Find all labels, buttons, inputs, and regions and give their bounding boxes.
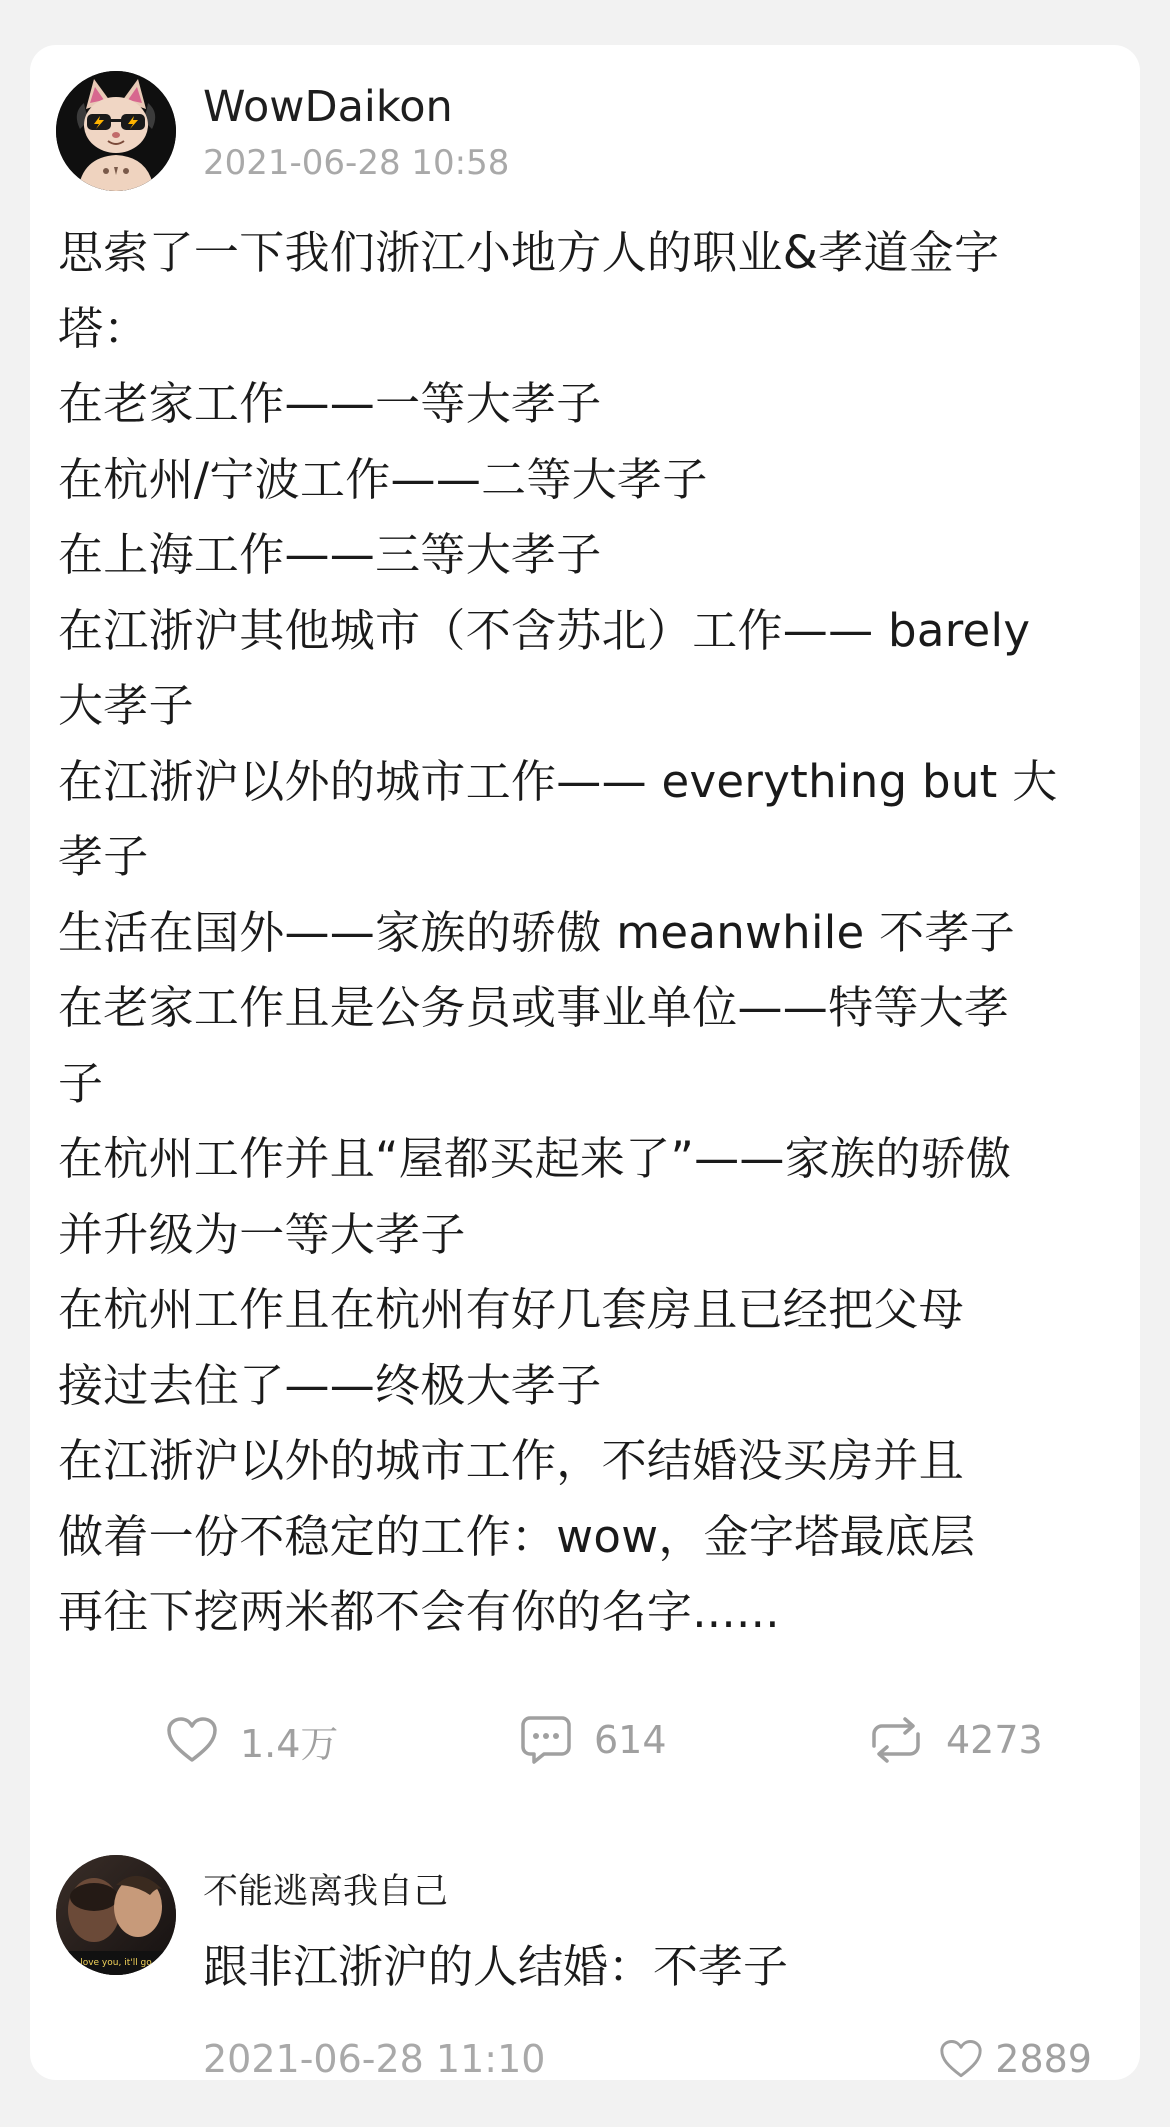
author-avatar[interactable] xyxy=(56,71,176,191)
post-line: 塔： xyxy=(58,301,149,355)
like-button[interactable] xyxy=(166,1705,338,1775)
post-line: 孝子 xyxy=(58,830,149,883)
post-line: 在杭州工作且在杭州有好几套房且已经把父母 xyxy=(58,1283,965,1336)
comment-like-button[interactable] xyxy=(939,2035,1092,2083)
comment-text: 跟非江浙沪的人结婚：不孝子 xyxy=(203,1940,789,1993)
like-count: 1.4万 xyxy=(240,1721,339,1766)
post-line: 再往下挖两米都不会有你的名字...... xyxy=(58,1585,780,1638)
post-line: 做着一份不稳定的工作：wow，金字塔最底层 xyxy=(58,1509,976,1563)
commenter-name[interactable]: 不能逃离我自己 xyxy=(203,1872,449,1912)
post-line: 在江浙沪以外的城市工作，不结婚没买房并且 xyxy=(58,1434,965,1487)
repost-button[interactable] xyxy=(868,1705,1043,1775)
comment-button[interactable] xyxy=(520,1705,667,1775)
comment-bubble-icon xyxy=(520,1715,572,1765)
comment-count: 614 xyxy=(594,1718,667,1762)
post-line: 在杭州/宁波工作——二等大孝子 xyxy=(58,452,708,506)
post-card xyxy=(30,45,1140,2080)
post-line: 并升级为一等大孝子 xyxy=(58,1207,466,1261)
avatar-caption: love you, it'll go xyxy=(80,1958,152,1968)
post-line: 在上海工作——三等大孝子 xyxy=(58,528,602,581)
comment-timestamp: 2021-06-28 11:10 xyxy=(203,2037,546,2081)
author-name[interactable]: WowDaikon xyxy=(203,82,453,132)
post-line: 生活在国外——家族的骄傲 meanwhile 不孝子 xyxy=(58,905,1016,959)
post-timestamp: 2021-06-28 10:58 xyxy=(203,143,510,183)
repost-icon xyxy=(868,1716,924,1764)
comment-item xyxy=(30,1813,1140,2081)
post-line: 子 xyxy=(58,1056,104,1110)
post-line: 思索了一下我们浙江小地方人的职业&孝道金字 xyxy=(58,226,1000,279)
post-action-bar xyxy=(30,1705,1140,1775)
post-line: 在老家工作且是公务员或事业单位——特等大孝 xyxy=(58,981,1010,1034)
commenter-avatar[interactable] xyxy=(56,1855,176,1975)
post-line: 在老家工作——一等大孝子 xyxy=(58,377,602,430)
post-line: 在江浙沪以外的城市工作—— everything but 大 xyxy=(58,754,1058,808)
post-line: 在江浙沪其他城市（不含苏北）工作—— barely xyxy=(58,603,1031,657)
post-line: 接过去住了——终极大孝子 xyxy=(58,1358,602,1412)
cartoon-cat-avatar-icon xyxy=(56,71,176,191)
heart-icon xyxy=(939,2039,983,2079)
post-line: 大孝子 xyxy=(58,679,194,732)
repost-count: 4273 xyxy=(946,1718,1043,1762)
heart-icon xyxy=(166,1716,218,1764)
post-line: 在杭州工作并且“屋都买起来了”——家族的骄傲 xyxy=(58,1132,1012,1185)
photo-avatar-icon xyxy=(56,1855,176,1975)
post-text xyxy=(58,215,1123,1650)
comment-like-count: 2889 xyxy=(995,2037,1092,2081)
